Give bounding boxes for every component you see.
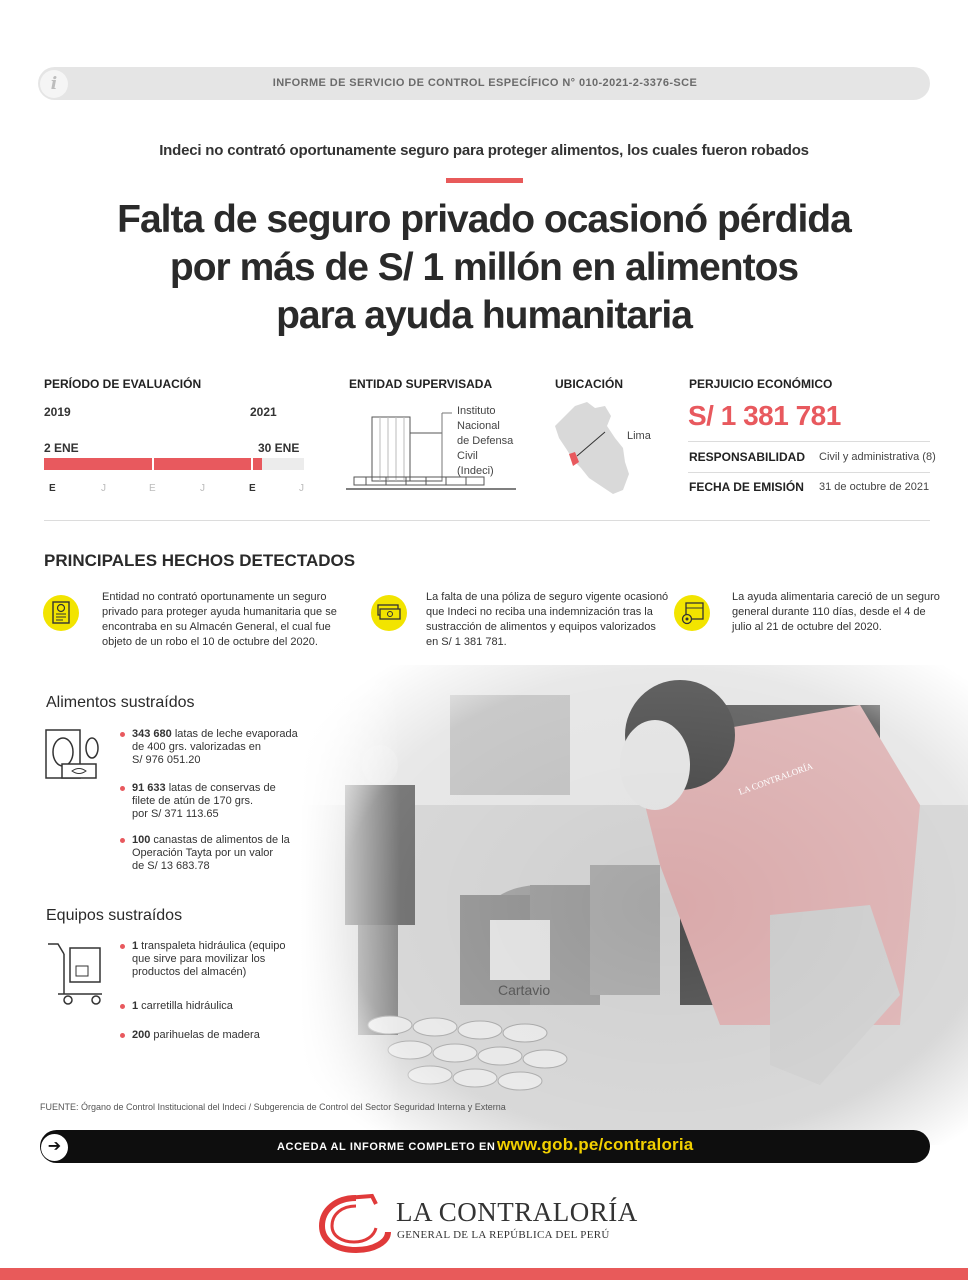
month-tick: E	[249, 483, 256, 494]
food-title: Alimentos sustraídos	[46, 694, 195, 711]
damage-label: PERJUICIO ECONÓMICO	[689, 377, 833, 391]
month-tick: J	[299, 483, 304, 494]
month-tick: E	[49, 483, 56, 494]
issue-date-label: FECHA DE EMISIÓN	[689, 480, 804, 494]
headline-line-2: por más de S/ 1 millón en alimentos	[169, 246, 799, 289]
food-line: por S/ 371 113.65	[132, 808, 219, 820]
headline-line-1: Falta de seguro privado ocasionó pérdida	[117, 198, 851, 241]
equipment-line: parihuelas de madera	[150, 1029, 260, 1041]
fact-line: encontraba en su Almacén General, el cual fue	[102, 621, 331, 633]
food-line: S/ 976 051.20	[132, 754, 201, 766]
divider	[688, 472, 930, 473]
title-divider	[446, 178, 523, 183]
fact-line: Entidad no contrató oportunamente un seguro	[102, 591, 327, 603]
bottom-accent-bar	[0, 1268, 968, 1280]
year-end: 2021	[250, 405, 277, 419]
equipment-qty: 1	[132, 940, 139, 952]
food-line: de S/ 13 683.78	[132, 860, 210, 872]
food-item	[132, 782, 276, 821]
equipment-item	[132, 940, 286, 979]
location-city: Lima	[627, 430, 651, 442]
hand-truck-icon	[44, 940, 106, 1006]
responsibility-label: RESPONSABILIDAD	[689, 450, 806, 464]
timeline-divider	[251, 458, 253, 470]
period-label: PERÍODO DE EVALUACIÓN	[44, 377, 202, 391]
month-tick: J	[200, 483, 205, 494]
food-item	[132, 728, 298, 767]
food-item	[132, 834, 290, 873]
cta-text: ACCEDA AL INFORME COMPLETO EN	[277, 1141, 496, 1153]
fact-text	[426, 590, 668, 650]
logo-name: LA CONTRALORÍA	[396, 1197, 638, 1227]
date-start: 2 ENE	[44, 441, 79, 455]
entity-line: (Indeci)	[457, 465, 494, 477]
facts-title: PRINCIPALES HECHOS DETECTADOS	[44, 551, 356, 570]
damage-amount: S/ 1 381 781	[688, 400, 841, 431]
fact-line: privado para proteger ayuda humanitaria que se	[102, 606, 337, 618]
equipment-item	[132, 1000, 233, 1013]
fact-text	[102, 590, 337, 650]
entity-name	[457, 404, 513, 479]
warehouse-photo-drawing	[300, 665, 968, 1145]
timeline-divider	[152, 458, 154, 470]
report-url-link[interactable]: www.gob.pe/contraloria	[497, 1135, 694, 1154]
equipment-qty: 200	[132, 1029, 151, 1041]
fact-line: en S/ 1 381 781.	[426, 636, 507, 648]
info-icon: i	[40, 70, 68, 98]
money-stack-icon	[376, 603, 402, 623]
arrow-right-icon[interactable]: ➔	[41, 1134, 68, 1161]
headline-line-3: para ayuda humanitaria	[276, 294, 692, 337]
fact-line: objeto de un robo el 10 de octubre del 2020.	[102, 636, 318, 648]
logo-subtitle: GENERAL DE LA REPÚBLICA DEL PERÚ	[397, 1229, 610, 1241]
entity-line: Nacional	[457, 420, 500, 432]
food-line: canastas de alimentos de la	[150, 834, 290, 846]
fact-line: La falta de una póliza de seguro vigente ocasionó	[426, 591, 669, 603]
fact-line: que Indeci no reciba una indemnización tras la	[426, 606, 653, 618]
canned-food-icon	[44, 726, 104, 784]
issue-date-value: 31 de octubre de 2021	[819, 481, 930, 493]
entity-line: Civil	[457, 450, 478, 462]
warehouse-photo	[300, 665, 968, 1145]
document-warning-icon	[51, 600, 73, 626]
fact-text	[732, 590, 940, 635]
responsibility-value: Civil y administrativa (8)	[819, 451, 936, 463]
food-qty: 91 633	[132, 782, 166, 794]
fact-line: julio al 21 de octubre del 2020.	[732, 621, 882, 633]
month-tick: E	[149, 483, 156, 494]
food-line: de 400 grs. valorizadas en	[132, 741, 262, 753]
equipment-item	[132, 1029, 260, 1042]
equipment-line: transpaleta hidráulica (equipo	[138, 940, 286, 952]
section-divider	[44, 520, 930, 521]
food-line: filete de atún de 170 grs.	[132, 795, 254, 807]
headline	[20, 196, 948, 340]
entity-line: Instituto	[457, 405, 496, 417]
entity-label: ENTIDAD SUPERVISADA	[349, 377, 493, 391]
year-start: 2019	[44, 405, 71, 419]
equipment-title: Equipos sustraídos	[46, 907, 183, 924]
food-line: latas de conservas de	[165, 782, 276, 794]
report-id: INFORME DE SERVICIO DE CONTROL ESPECÍFICO N° 010-2021-2-3376-SCE	[272, 77, 698, 89]
food-line: Operación Tayta por un valor	[132, 847, 274, 859]
calendar-gear-icon	[680, 600, 706, 626]
fact-line: La ayuda alimentaria careció de un seguro	[732, 591, 940, 603]
food-line: latas de leche evaporada	[171, 728, 298, 740]
entity-line: de Defensa	[457, 435, 514, 447]
contraloria-logo-icon	[316, 1192, 396, 1254]
peru-map-icon	[553, 398, 633, 498]
food-qty: 343 680	[132, 728, 172, 740]
equipment-line: productos del almacén)	[132, 966, 247, 978]
equipment-qty: 1	[132, 1000, 139, 1012]
equipment-line: carretilla hidráulica	[138, 1000, 233, 1012]
location-label: UBICACIÓN	[555, 377, 623, 391]
subtitle: Indeci no contrató oportunamente seguro para proteger alimentos, los cuales fueron robados	[159, 142, 809, 159]
month-tick: J	[101, 483, 106, 494]
source-note: FUENTE: Órgano de Control Institucional del Indeci / Subgerencia de Control del Sector Seguridad Interna y Externa	[40, 1102, 506, 1112]
divider	[688, 441, 930, 442]
fact-line: general durante 110 días, desde el 4 de	[732, 606, 926, 618]
food-qty: 100	[132, 834, 151, 846]
fact-line: sustracción de alimentos y equipos valorizados	[426, 621, 656, 633]
date-end: 30 ENE	[258, 441, 300, 455]
equipment-line: que sirve para movilizar los	[132, 953, 266, 965]
